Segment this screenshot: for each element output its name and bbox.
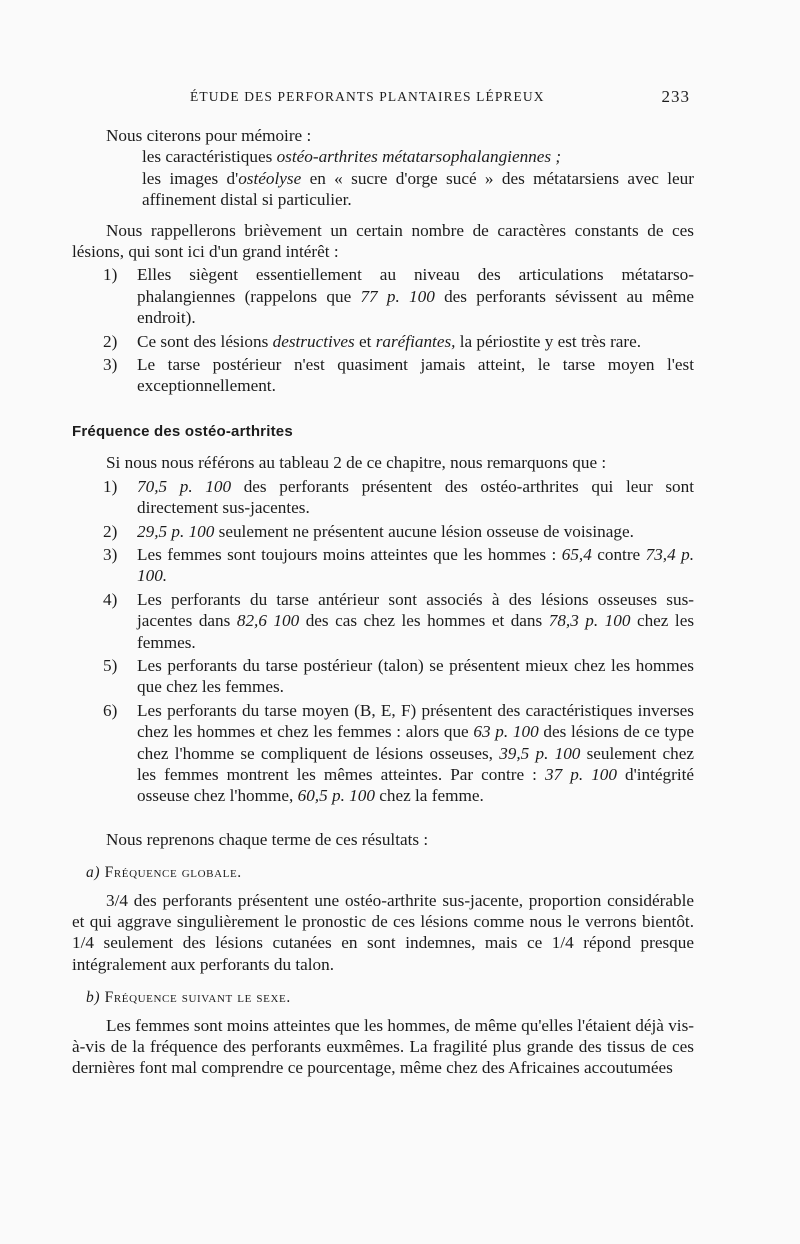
list-item: 1) 70,5 p. 100 des perforants présentent des ostéo-arthrites qui leur sont directement sus-jacentes. [103, 476, 694, 518]
resume-paragraph: Nous reprenons chaque terme de ces résultats : [106, 829, 429, 849]
page-number: 233 [661, 87, 690, 106]
memo-item-2: les images d'ostéolyse en « sucre d'orge sucé » des métatarsiens avec leur affinement distal si particulier. [142, 168, 694, 210]
memo-lead: Nous citerons pour mémoire : [106, 126, 312, 145]
section-heading: Fréquence des ostéo-arthrites [72, 422, 293, 440]
constant-characters-list [72, 264, 694, 396]
list-item: 2) 29,5 p. 100 seulement ne présentent aucune lésion osseuse de voisinage. [103, 521, 634, 541]
running-title: ÉTUDE DES PERFORANTS PLANTAIRES LÉPREUX [190, 89, 545, 104]
list-item: 6) Les perforants du tarse moyen (B, E, F) présentent des caractéristiques inverses chez les hommes et chez les femmes : alors que 63 p. 100 des lésions de ce type chez l'homme se compliquent de lésions osseuses, 39,5 p. 100 seulement chez les femmes montrent les mêmes atteintes. Par contre : 37 p. 100 d'intégrité osseuse chez l'homme, 60,5 p. 100 chez la femme. [103, 700, 695, 806]
list-item: 2) Ce sont des lésions destructives et raréfiantes, la périostite y est très rare. [103, 331, 642, 351]
paragraph-b: Les femmes sont moins atteintes que les hommes, de même qu'elles l'étaient déjà vis-à-vis de la fréquence des perforants euxmêmes. La fragilité plus grande des tissus de ces dernières font mal comprendre ce pourcentage, même chez des Africaines accoutumées [72, 1015, 694, 1078]
subheading-a: a) Fréquence globale. [86, 864, 242, 882]
frequency-results-list [72, 476, 694, 807]
section-intro: Si nous nous référons au tableau 2 de ce chapitre, nous remarquons que : [106, 453, 607, 473]
running-header [190, 89, 690, 105]
list-item: 3) Les femmes sont toujours moins atteintes que les hommes : 65,4 contre 73,4 p. 100. [103, 544, 695, 586]
list-item: 4) Les perforants du tarse antérieur sont associés à des lésions osseuses sus-jacentes dans 82,6 100 des cas chez les hommes et dans 78,3 p. 100 chez les femmes. [103, 589, 695, 652]
recall-paragraph: Nous rappellerons brièvement un certain nombre de caractères constants de ces lésions, qui sont ici d'un grand intérêt : [72, 220, 694, 262]
memo-item-1: les caractéristiques ostéo-arthrites métatarsophalangiennes ; [142, 147, 562, 167]
list-item: 3) Le tarse postérieur n'est quasiment jamais atteint, le tarse moyen l'est exceptionnellement. [103, 355, 694, 396]
list-item: 1) Elles siègent essentiellement au niveau des articulations métatarso-phalangiennes (rappelons que 77 p. 100 des perforants sévissent au même endroit). [103, 265, 694, 328]
list-item: 5) Les perforants du tarse postérieur (talon) se présentent mieux chez les hommes que chez les femmes. [103, 655, 694, 697]
page-body [72, 125, 694, 1079]
subheading-b: b) Fréquence suivant le sexe. [86, 989, 291, 1007]
paragraph-a: 3/4 des perforants présentent une ostéo-arthrite sus-jacente, proportion considérable et qui aggrave singulièrement le pronostic de ces lésions comme nous le verrons bientôt. 1/4 seulement des lésions cutanées en sont indemnes, mais ce 1/4 répond presque intégralement aux perforants du talon. [72, 890, 694, 974]
